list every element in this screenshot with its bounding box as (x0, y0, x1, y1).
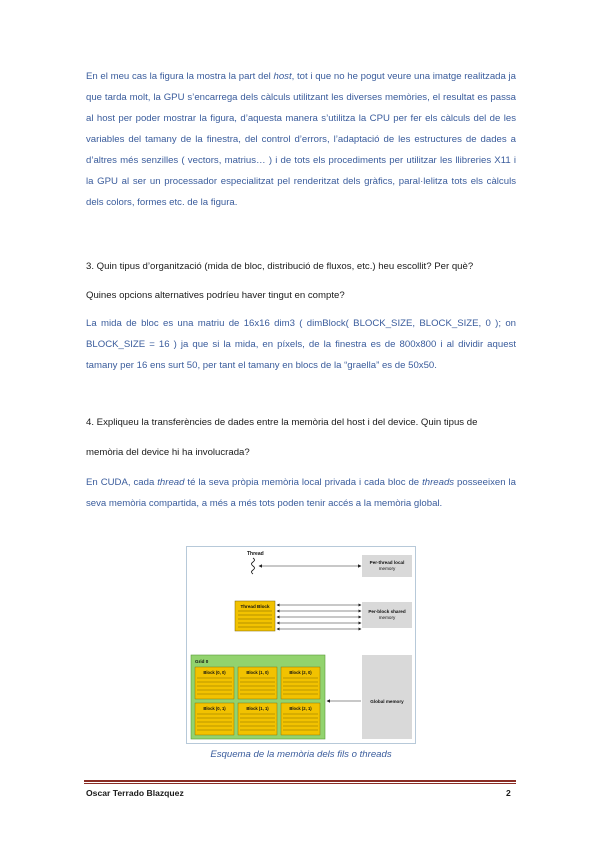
block-0-0 (195, 667, 234, 699)
emphasis-host: host (273, 71, 292, 82)
text-run: En CUDA, cada (86, 477, 158, 488)
figure-caption: Esquema de la memòria dels fils o threads (210, 749, 392, 760)
emphasis-threads: threads (422, 477, 455, 488)
block-2-1 (281, 703, 320, 735)
block-2-0 (281, 667, 320, 699)
text-run: En el meu cas la figura la mostra la part del (86, 71, 274, 82)
question-3-line2: Quines opcions alternatives podríeu haver tingut en compte? (86, 290, 345, 301)
local-memory-label-2: memory (378, 566, 396, 571)
global-memory-box (362, 655, 412, 739)
block-label: Block (2, 1) (289, 706, 312, 711)
text-run: , tot i que no he pogut veure una imatge realitzada ja que tarda molt, la GPU s’encarrega dels càlculs utilitzant les diverses memòries, el resultat es passa al host per poder mostrar la figura, d’aquesta manera s’utilitza la CPU per fer els càlculs del de les variables del tamany de la finestra, del control d’errors, l’adaptació de les estructures de dades a d’altres més senzilles ( vectors, matrius… ) i de tots els procediments per utilitzar les llibreries X11 i la GPU al ser un processador especialitzat pel renderitzat dels gràfics, paral·lelitza tots els càlculs dels colors, formes etc. de la figura. (86, 71, 516, 208)
block-1-0 (238, 667, 277, 699)
shared-memory-label-2: memory (378, 615, 396, 620)
shared-memory-arrows (277, 605, 361, 629)
question-4-line2: memòria del device hi ha involucrada? (86, 447, 250, 458)
paragraph-gpu-host (86, 66, 516, 213)
thread-squiggle-icon (252, 558, 255, 574)
question-4-line1: 4. Expliqueu la transferències de dades entre la memòria del host i del device. Quin tipus de (86, 417, 478, 428)
thread-label: Thread (247, 551, 264, 557)
footer-divider-thin (84, 783, 516, 784)
question-3-line1: 3. Quin tipus d’organització (mida de bloc, distribució de fluxos, etc.) heu escollit? Per què? (86, 261, 474, 272)
thread-block-label: Thread Block (240, 604, 270, 609)
global-memory-label: Global memory (370, 699, 404, 704)
block-label: Block (2, 0) (289, 670, 312, 675)
block-label: Block (0, 0) (203, 670, 226, 675)
footer-author: Oscar Terrado Blazquez (86, 788, 184, 798)
block-label: Block (1, 0) (246, 670, 269, 675)
emphasis-thread: thread (157, 477, 185, 488)
text-run: posseeixen la seva memòria compartida, a més a més tots poden tenir accés a la memòria global. (86, 477, 516, 509)
local-memory-label-1: Per-thread local (369, 560, 405, 565)
block-label: Block (1, 1) (246, 706, 269, 711)
footer-divider (84, 780, 516, 782)
grid-label: Grid 0 (195, 659, 209, 664)
block-label: Block (0, 1) (203, 706, 226, 711)
paragraph-cuda-memory (86, 472, 516, 514)
cuda-memory-diagram (186, 546, 416, 744)
block-1-1 (238, 703, 277, 735)
shared-memory-label-1: Per-block shared (368, 609, 406, 614)
paragraph-block-size: La mida de bloc es una matriu de 16x16 dim3 ( dimBlock( BLOCK_SIZE, BLOCK_SIZE, 0 ); on BLOCK_SIZE = 16 ) ja que si la mida, en píxels, de la finestra es de 800x800 i al dividir aquest tamany per 16 ens surt 50, per tant el tamany en blocs de la “graella” es de 50x50. (86, 318, 516, 371)
page-number: 2 (506, 788, 511, 798)
memory-diagram-svg (187, 547, 415, 743)
text-run: té la seva pròpia memòria local privada i cada bloc de (184, 477, 423, 488)
block-0-1 (195, 703, 234, 735)
